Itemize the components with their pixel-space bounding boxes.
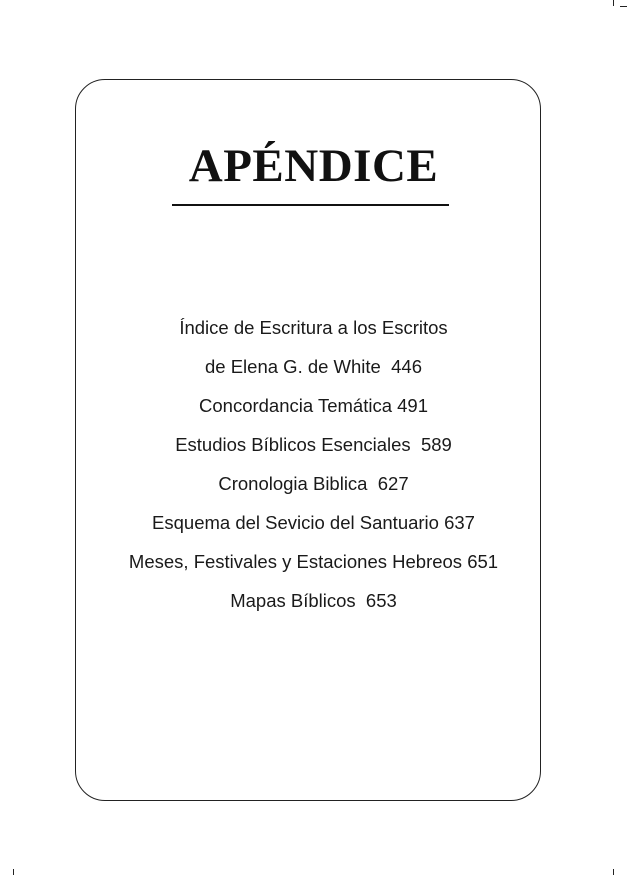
- crop-mark-top-right-horizontal: [620, 6, 627, 7]
- title-underline: [172, 204, 449, 206]
- contents-entry: Esquema del Sevicio del Santuario 637: [152, 512, 475, 533]
- contents-entry: Índice de Escritura a los Escritos: [179, 317, 448, 338]
- crop-mark-top-right-vertical: [613, 0, 614, 6]
- contents-entry: de Elena G. de White 446: [205, 356, 422, 377]
- page-title: APÉNDICE: [188, 140, 439, 192]
- crop-mark-bottom-right: [613, 869, 614, 875]
- contents-entry: Mapas Bíblicos 653: [230, 590, 397, 611]
- contents-entry: Cronologia Biblica 627: [218, 473, 409, 494]
- contents-entry: Meses, Festivales y Estaciones Hebreos 651: [128, 551, 499, 572]
- contents-entry: Concordancia Temática 491: [199, 395, 428, 416]
- crop-mark-bottom-left: [13, 869, 14, 875]
- appendix-contents-list: [0, 313, 627, 625]
- contents-entry: Estudios Bíblicos Esenciales 589: [175, 434, 452, 455]
